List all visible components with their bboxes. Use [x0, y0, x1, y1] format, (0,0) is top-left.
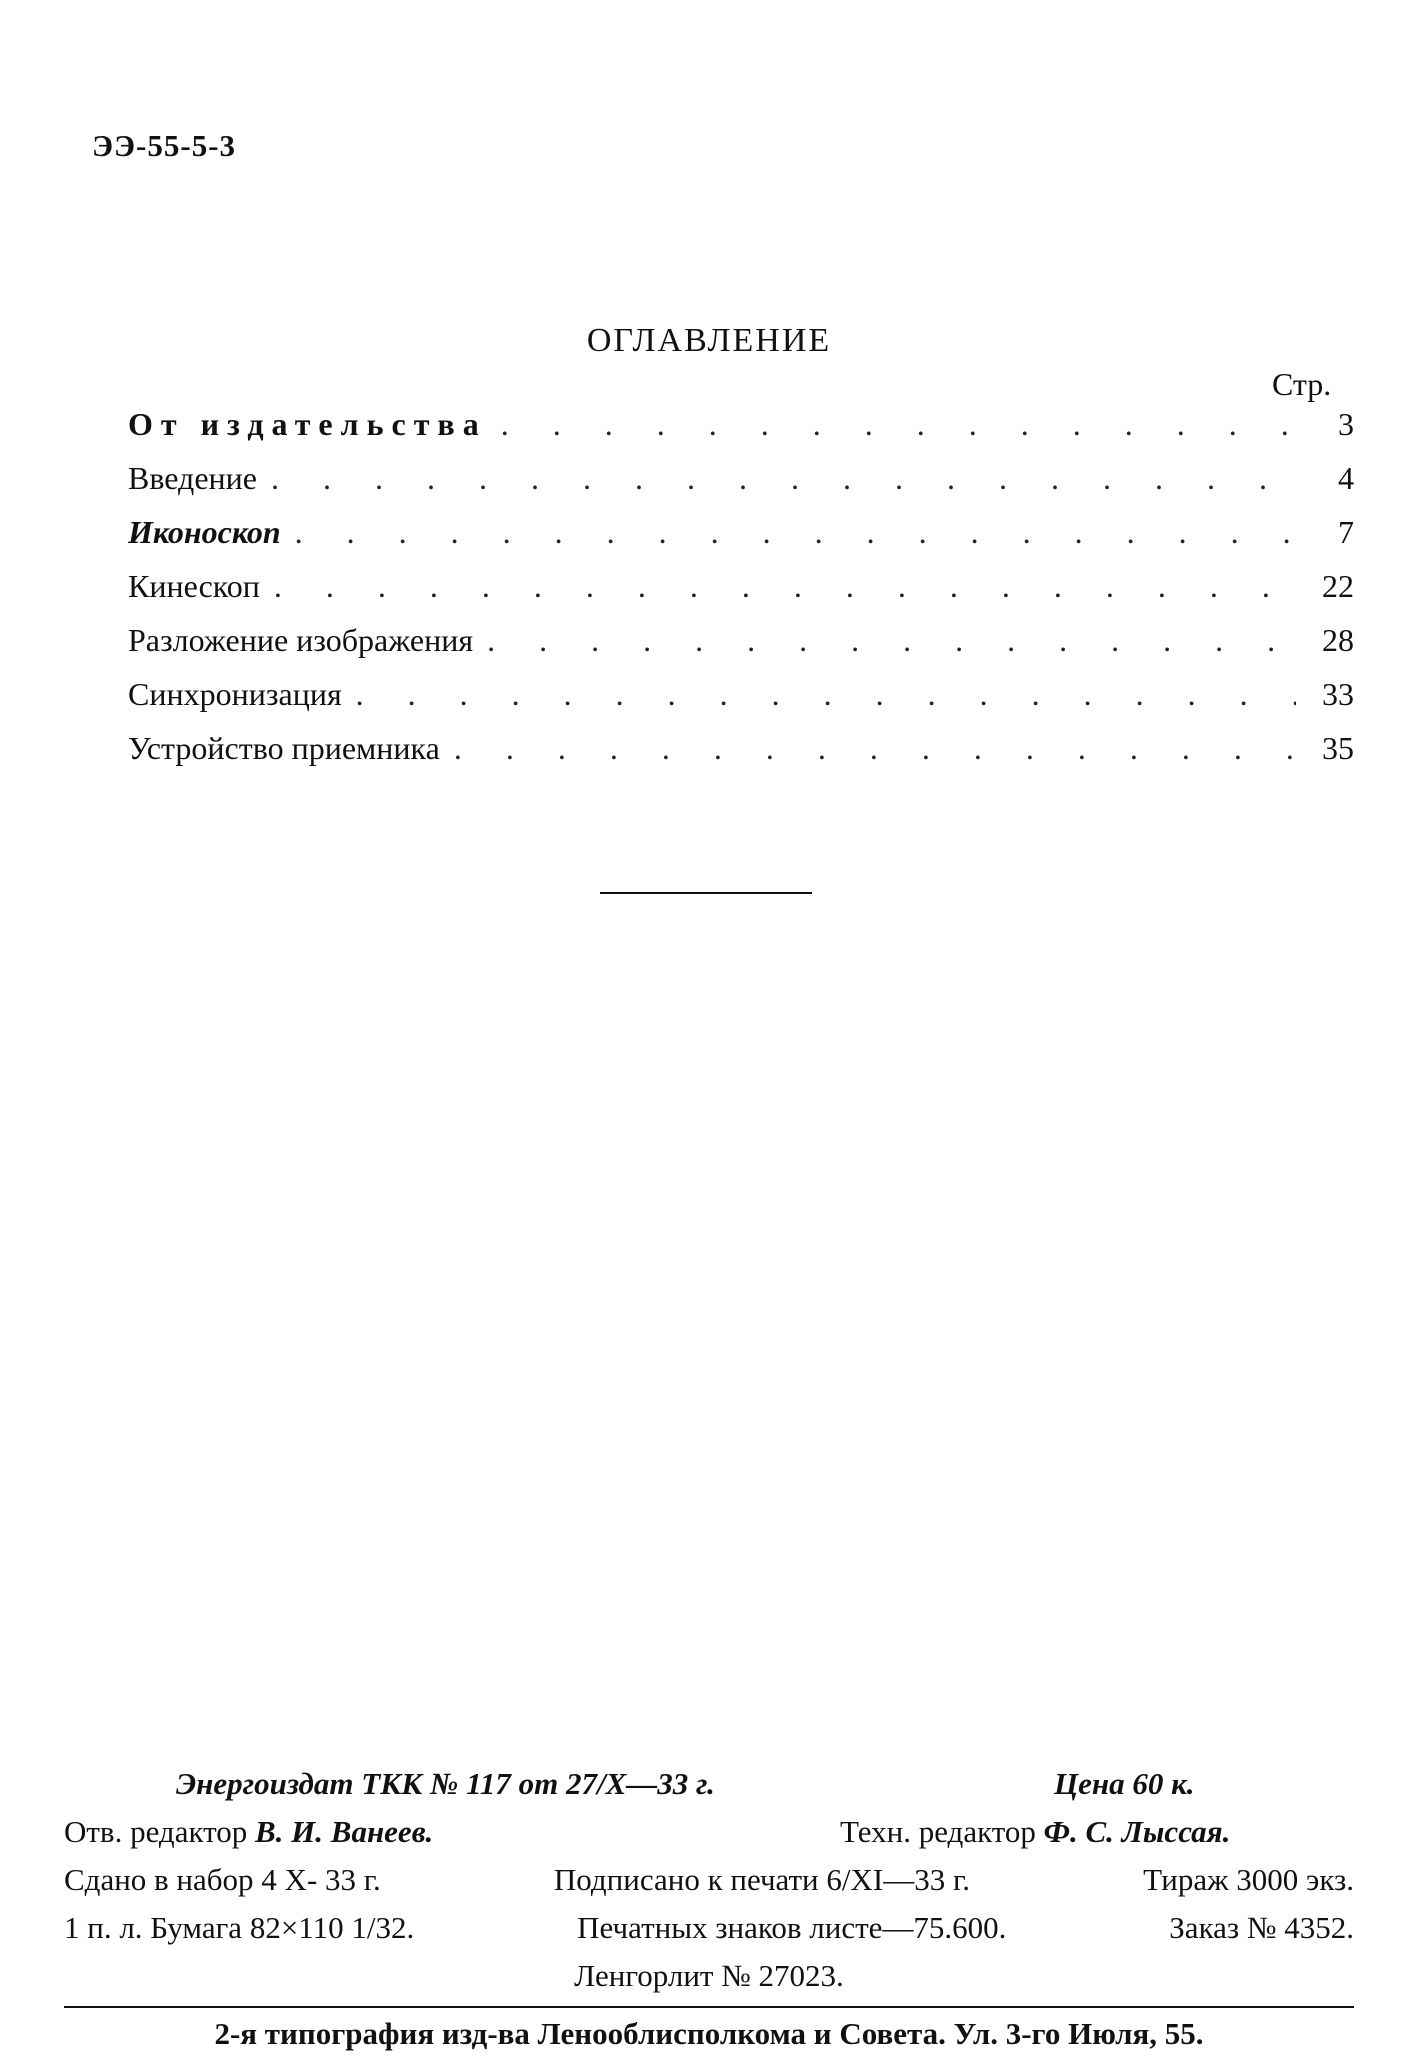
editor [64, 1808, 433, 1856]
table-of-contents [128, 406, 1354, 784]
toc-entry-page: 33 [1322, 676, 1354, 712]
publisher-info: Энергоиздат ТКК № 117 от 27/X—33 г. [176, 1766, 715, 1801]
imprint-publisher-line [64, 1760, 1354, 1808]
leader-dots [356, 676, 1296, 713]
toc-entry[interactable] [128, 730, 1354, 784]
toc-entry-label: Введение [128, 460, 257, 496]
price: Цена 60 к. [1054, 1766, 1195, 1801]
section-divider [600, 892, 812, 894]
imprint-license-line: Ленгорлит № 27023. [574, 1958, 844, 1993]
toc-entry-page: 4 [1338, 460, 1354, 496]
toc-entry-label: От издательства [128, 406, 487, 442]
leader-dots [454, 730, 1296, 767]
imprint-print-dates-line [64, 1856, 1354, 1904]
imprint-paper-line [64, 1904, 1354, 1952]
tech-editor-name: Ф. С. Лыссая. [1043, 1814, 1231, 1849]
imprint-divider [64, 2006, 1354, 2008]
tech-editor-label: Техн. редактор [840, 1814, 1036, 1849]
toc-entry-label: Разложение изображения [128, 622, 474, 658]
leader-dots [274, 568, 1296, 605]
toc-entry-label: Кинескоп [128, 568, 260, 604]
signed-to-print: Подписано к печати 6/XI—33 г. [553, 1862, 970, 1897]
paper-format: 1 п. л. Бумага 82×110 1/32. [64, 1910, 415, 1945]
toc-entry[interactable] [128, 676, 1354, 730]
page-column-header: Стр. [1272, 366, 1332, 402]
toc-entry-page: 3 [1338, 406, 1354, 442]
toc-entry[interactable] [128, 406, 1354, 460]
tech-editor [840, 1808, 1230, 1856]
toc-entry-page: 7 [1338, 514, 1354, 550]
toc-entry-page: 28 [1322, 622, 1354, 658]
leader-dots [295, 514, 1296, 551]
leader-dots [487, 622, 1296, 659]
leader-dots [271, 460, 1296, 497]
print-run: Тираж 3000 экз. [1143, 1862, 1354, 1897]
toc-entry-label: Устройство приемника [128, 730, 440, 766]
toc-entry[interactable] [128, 460, 1354, 514]
editor-label: Отв. редактор [64, 1814, 248, 1849]
imprint-block [64, 1760, 1354, 2000]
toc-entry-page: 35 [1322, 730, 1354, 766]
typeset-date: Сдано в набор 4 X- 33 г. [64, 1862, 381, 1897]
toc-entry[interactable] [128, 514, 1354, 568]
toc-title: ОГЛАВЛЕНИЕ [586, 322, 832, 359]
toc-entry[interactable] [128, 622, 1354, 676]
toc-entry-label: Иконоскоп [128, 514, 281, 550]
editor-name: В. И. Ванеев. [255, 1814, 434, 1849]
toc-entry-label: Синхронизация [128, 676, 342, 712]
leader-dots [501, 406, 1296, 443]
imprint-editors-line [64, 1808, 1354, 1856]
toc-entry-page: 22 [1322, 568, 1354, 604]
toc-entry[interactable] [128, 568, 1354, 622]
document-code: ЭЭ-55-5-3 [92, 128, 237, 163]
order-number: Заказ № 4352. [1169, 1910, 1354, 1945]
character-count: Печатных знаков листе—75.600. [577, 1910, 1007, 1945]
printer-info: 2-я типография изд-ва Ленооблисполкома и Совета. Ул. 3-го Июля, 55. [214, 2016, 1204, 2051]
